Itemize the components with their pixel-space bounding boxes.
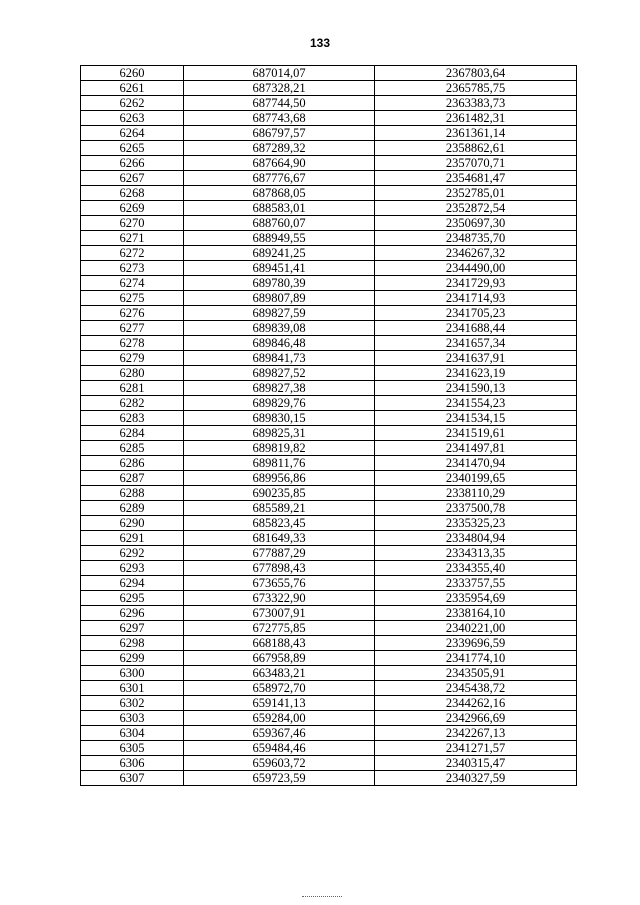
x-coordinate-cell: 673655,76	[184, 576, 375, 591]
table-row	[81, 531, 577, 546]
table-row	[81, 246, 577, 261]
point-number-cell: 6305	[81, 741, 184, 756]
y-coordinate-cell: 2361361,14	[375, 126, 577, 141]
x-coordinate-cell: 689830,15	[184, 411, 375, 426]
table-row	[81, 81, 577, 96]
point-number-cell: 6300	[81, 666, 184, 681]
page-number: 133	[309, 36, 331, 50]
table-row	[81, 726, 577, 741]
point-number-cell: 6297	[81, 621, 184, 636]
table-row	[81, 501, 577, 516]
x-coordinate-cell: 658972,70	[184, 681, 375, 696]
table-row	[81, 231, 577, 246]
x-coordinate-cell: 685823,45	[184, 516, 375, 531]
x-coordinate-cell: 685589,21	[184, 501, 375, 516]
table-row	[81, 756, 577, 771]
point-number-cell: 6261	[81, 81, 184, 96]
point-number-cell: 6289	[81, 501, 184, 516]
table-row	[81, 336, 577, 351]
x-coordinate-cell: 687328,21	[184, 81, 375, 96]
table-row	[81, 561, 577, 576]
table-row	[81, 681, 577, 696]
table-row	[81, 171, 577, 186]
y-coordinate-cell: 2346267,32	[375, 246, 577, 261]
scan-mark	[302, 896, 342, 898]
x-coordinate-cell: 672775,85	[184, 621, 375, 636]
x-coordinate-cell: 659484,46	[184, 741, 375, 756]
y-coordinate-cell: 2340221,00	[375, 621, 577, 636]
table-row	[81, 606, 577, 621]
x-coordinate-cell: 687289,32	[184, 141, 375, 156]
y-coordinate-cell: 2361482,31	[375, 111, 577, 126]
point-number-cell: 6299	[81, 651, 184, 666]
point-number-cell: 6291	[81, 531, 184, 546]
x-coordinate-cell: 689807,89	[184, 291, 375, 306]
x-coordinate-cell: 689811,76	[184, 456, 375, 471]
y-coordinate-cell: 2350697,30	[375, 216, 577, 231]
x-coordinate-cell: 689827,38	[184, 381, 375, 396]
point-number-cell: 6292	[81, 546, 184, 561]
y-coordinate-cell: 2341774,10	[375, 651, 577, 666]
y-coordinate-cell: 2344490,00	[375, 261, 577, 276]
x-coordinate-cell: 689241,25	[184, 246, 375, 261]
y-coordinate-cell: 2338164,10	[375, 606, 577, 621]
table-row	[81, 771, 577, 786]
point-number-cell: 6290	[81, 516, 184, 531]
table-row	[81, 471, 577, 486]
y-coordinate-cell: 2341623,19	[375, 366, 577, 381]
y-coordinate-cell: 2344262,16	[375, 696, 577, 711]
table-row	[81, 486, 577, 501]
point-number-cell: 6298	[81, 636, 184, 651]
x-coordinate-cell: 673007,91	[184, 606, 375, 621]
x-coordinate-cell: 659141,13	[184, 696, 375, 711]
y-coordinate-cell: 2352872,54	[375, 201, 577, 216]
point-number-cell: 6285	[81, 441, 184, 456]
table-row	[81, 411, 577, 426]
coordinates-table	[80, 65, 577, 786]
y-coordinate-cell: 2343505,91	[375, 666, 577, 681]
x-coordinate-cell: 687743,68	[184, 111, 375, 126]
y-coordinate-cell: 2341729,93	[375, 276, 577, 291]
point-number-cell: 6260	[81, 66, 184, 81]
y-coordinate-cell: 2358862,61	[375, 141, 577, 156]
point-number-cell: 6270	[81, 216, 184, 231]
y-coordinate-cell: 2357070,71	[375, 156, 577, 171]
point-number-cell: 6263	[81, 111, 184, 126]
x-coordinate-cell: 687868,05	[184, 186, 375, 201]
y-coordinate-cell: 2339696,59	[375, 636, 577, 651]
y-coordinate-cell: 2341657,34	[375, 336, 577, 351]
y-coordinate-cell: 2341497,81	[375, 441, 577, 456]
x-coordinate-cell: 689829,76	[184, 396, 375, 411]
point-number-cell: 6284	[81, 426, 184, 441]
table-row	[81, 186, 577, 201]
table-row	[81, 216, 577, 231]
y-coordinate-cell: 2341534,15	[375, 411, 577, 426]
y-coordinate-cell: 2335954,69	[375, 591, 577, 606]
y-coordinate-cell: 2342966,69	[375, 711, 577, 726]
table-row	[81, 291, 577, 306]
table-row	[81, 456, 577, 471]
point-number-cell: 6301	[81, 681, 184, 696]
table-row	[81, 321, 577, 336]
x-coordinate-cell: 689825,31	[184, 426, 375, 441]
x-coordinate-cell: 659284,00	[184, 711, 375, 726]
y-coordinate-cell: 2333757,55	[375, 576, 577, 591]
x-coordinate-cell: 677898,43	[184, 561, 375, 576]
point-number-cell: 6282	[81, 396, 184, 411]
y-coordinate-cell: 2345438,72	[375, 681, 577, 696]
x-coordinate-cell: 677887,29	[184, 546, 375, 561]
x-coordinate-cell: 687014,07	[184, 66, 375, 81]
y-coordinate-cell: 2337500,78	[375, 501, 577, 516]
point-number-cell: 6277	[81, 321, 184, 336]
point-number-cell: 6276	[81, 306, 184, 321]
x-coordinate-cell: 659723,59	[184, 771, 375, 786]
table-row	[81, 141, 577, 156]
y-coordinate-cell: 2348735,70	[375, 231, 577, 246]
point-number-cell: 6266	[81, 156, 184, 171]
table-row	[81, 156, 577, 171]
table-row	[81, 426, 577, 441]
point-number-cell: 6283	[81, 411, 184, 426]
point-number-cell: 6280	[81, 366, 184, 381]
point-number-cell: 6296	[81, 606, 184, 621]
table-row	[81, 591, 577, 606]
point-number-cell: 6287	[81, 471, 184, 486]
table-row	[81, 66, 577, 81]
y-coordinate-cell: 2354681,47	[375, 171, 577, 186]
x-coordinate-cell: 689827,59	[184, 306, 375, 321]
point-number-cell: 6262	[81, 96, 184, 111]
point-number-cell: 6264	[81, 126, 184, 141]
point-number-cell: 6302	[81, 696, 184, 711]
table-row	[81, 576, 577, 591]
point-number-cell: 6273	[81, 261, 184, 276]
table-row	[81, 126, 577, 141]
point-number-cell: 6281	[81, 381, 184, 396]
table-row	[81, 111, 577, 126]
table-row	[81, 366, 577, 381]
y-coordinate-cell: 2352785,01	[375, 186, 577, 201]
point-number-cell: 6272	[81, 246, 184, 261]
y-coordinate-cell: 2341519,61	[375, 426, 577, 441]
x-coordinate-cell: 689846,48	[184, 336, 375, 351]
y-coordinate-cell: 2340199,65	[375, 471, 577, 486]
table-row	[81, 441, 577, 456]
x-coordinate-cell: 687664,90	[184, 156, 375, 171]
table-row	[81, 621, 577, 636]
y-coordinate-cell: 2338110,29	[375, 486, 577, 501]
point-number-cell: 6304	[81, 726, 184, 741]
x-coordinate-cell: 689841,73	[184, 351, 375, 366]
x-coordinate-cell: 690235,85	[184, 486, 375, 501]
point-number-cell: 6286	[81, 456, 184, 471]
table-row	[81, 546, 577, 561]
y-coordinate-cell: 2341688,44	[375, 321, 577, 336]
x-coordinate-cell: 688760,07	[184, 216, 375, 231]
y-coordinate-cell: 2341714,93	[375, 291, 577, 306]
x-coordinate-cell: 659603,72	[184, 756, 375, 771]
x-coordinate-cell: 687776,67	[184, 171, 375, 186]
x-coordinate-cell: 687744,50	[184, 96, 375, 111]
y-coordinate-cell: 2340327,59	[375, 771, 577, 786]
table-row	[81, 741, 577, 756]
x-coordinate-cell: 673322,90	[184, 591, 375, 606]
table-row	[81, 651, 577, 666]
point-number-cell: 6278	[81, 336, 184, 351]
point-number-cell: 6267	[81, 171, 184, 186]
point-number-cell: 6271	[81, 231, 184, 246]
table-row	[81, 96, 577, 111]
y-coordinate-cell: 2341470,94	[375, 456, 577, 471]
y-coordinate-cell: 2341705,23	[375, 306, 577, 321]
x-coordinate-cell: 659367,46	[184, 726, 375, 741]
x-coordinate-cell: 667958,89	[184, 651, 375, 666]
y-coordinate-cell: 2340315,47	[375, 756, 577, 771]
table-row	[81, 201, 577, 216]
coordinates-table-body	[81, 66, 577, 786]
point-number-cell: 6275	[81, 291, 184, 306]
y-coordinate-cell: 2335325,23	[375, 516, 577, 531]
x-coordinate-cell: 689839,08	[184, 321, 375, 336]
table-row	[81, 276, 577, 291]
y-coordinate-cell: 2365785,75	[375, 81, 577, 96]
table-row	[81, 516, 577, 531]
point-number-cell: 6307	[81, 771, 184, 786]
point-number-cell: 6288	[81, 486, 184, 501]
point-number-cell: 6269	[81, 201, 184, 216]
point-number-cell: 6306	[81, 756, 184, 771]
table-row	[81, 636, 577, 651]
y-coordinate-cell: 2334313,35	[375, 546, 577, 561]
point-number-cell: 6303	[81, 711, 184, 726]
y-coordinate-cell: 2367803,64	[375, 66, 577, 81]
x-coordinate-cell: 689827,52	[184, 366, 375, 381]
x-coordinate-cell: 688949,55	[184, 231, 375, 246]
x-coordinate-cell: 689451,41	[184, 261, 375, 276]
x-coordinate-cell: 668188,43	[184, 636, 375, 651]
y-coordinate-cell: 2334355,40	[375, 561, 577, 576]
x-coordinate-cell: 689780,39	[184, 276, 375, 291]
y-coordinate-cell: 2341590,13	[375, 381, 577, 396]
table-row	[81, 381, 577, 396]
table-row	[81, 351, 577, 366]
table-row	[81, 696, 577, 711]
point-number-cell: 6274	[81, 276, 184, 291]
x-coordinate-cell: 663483,21	[184, 666, 375, 681]
x-coordinate-cell: 686797,57	[184, 126, 375, 141]
table-row	[81, 666, 577, 681]
point-number-cell: 6265	[81, 141, 184, 156]
table-row	[81, 306, 577, 321]
table-row	[81, 711, 577, 726]
x-coordinate-cell: 681649,33	[184, 531, 375, 546]
point-number-cell: 6295	[81, 591, 184, 606]
y-coordinate-cell: 2334804,94	[375, 531, 577, 546]
y-coordinate-cell: 2363383,73	[375, 96, 577, 111]
table-row	[81, 261, 577, 276]
y-coordinate-cell: 2342267,13	[375, 726, 577, 741]
point-number-cell: 6268	[81, 186, 184, 201]
point-number-cell: 6293	[81, 561, 184, 576]
x-coordinate-cell: 689819,82	[184, 441, 375, 456]
y-coordinate-cell: 2341637,91	[375, 351, 577, 366]
point-number-cell: 6294	[81, 576, 184, 591]
table-row	[81, 396, 577, 411]
y-coordinate-cell: 2341271,57	[375, 741, 577, 756]
point-number-cell: 6279	[81, 351, 184, 366]
x-coordinate-cell: 688583,01	[184, 201, 375, 216]
x-coordinate-cell: 689956,86	[184, 471, 375, 486]
y-coordinate-cell: 2341554,23	[375, 396, 577, 411]
